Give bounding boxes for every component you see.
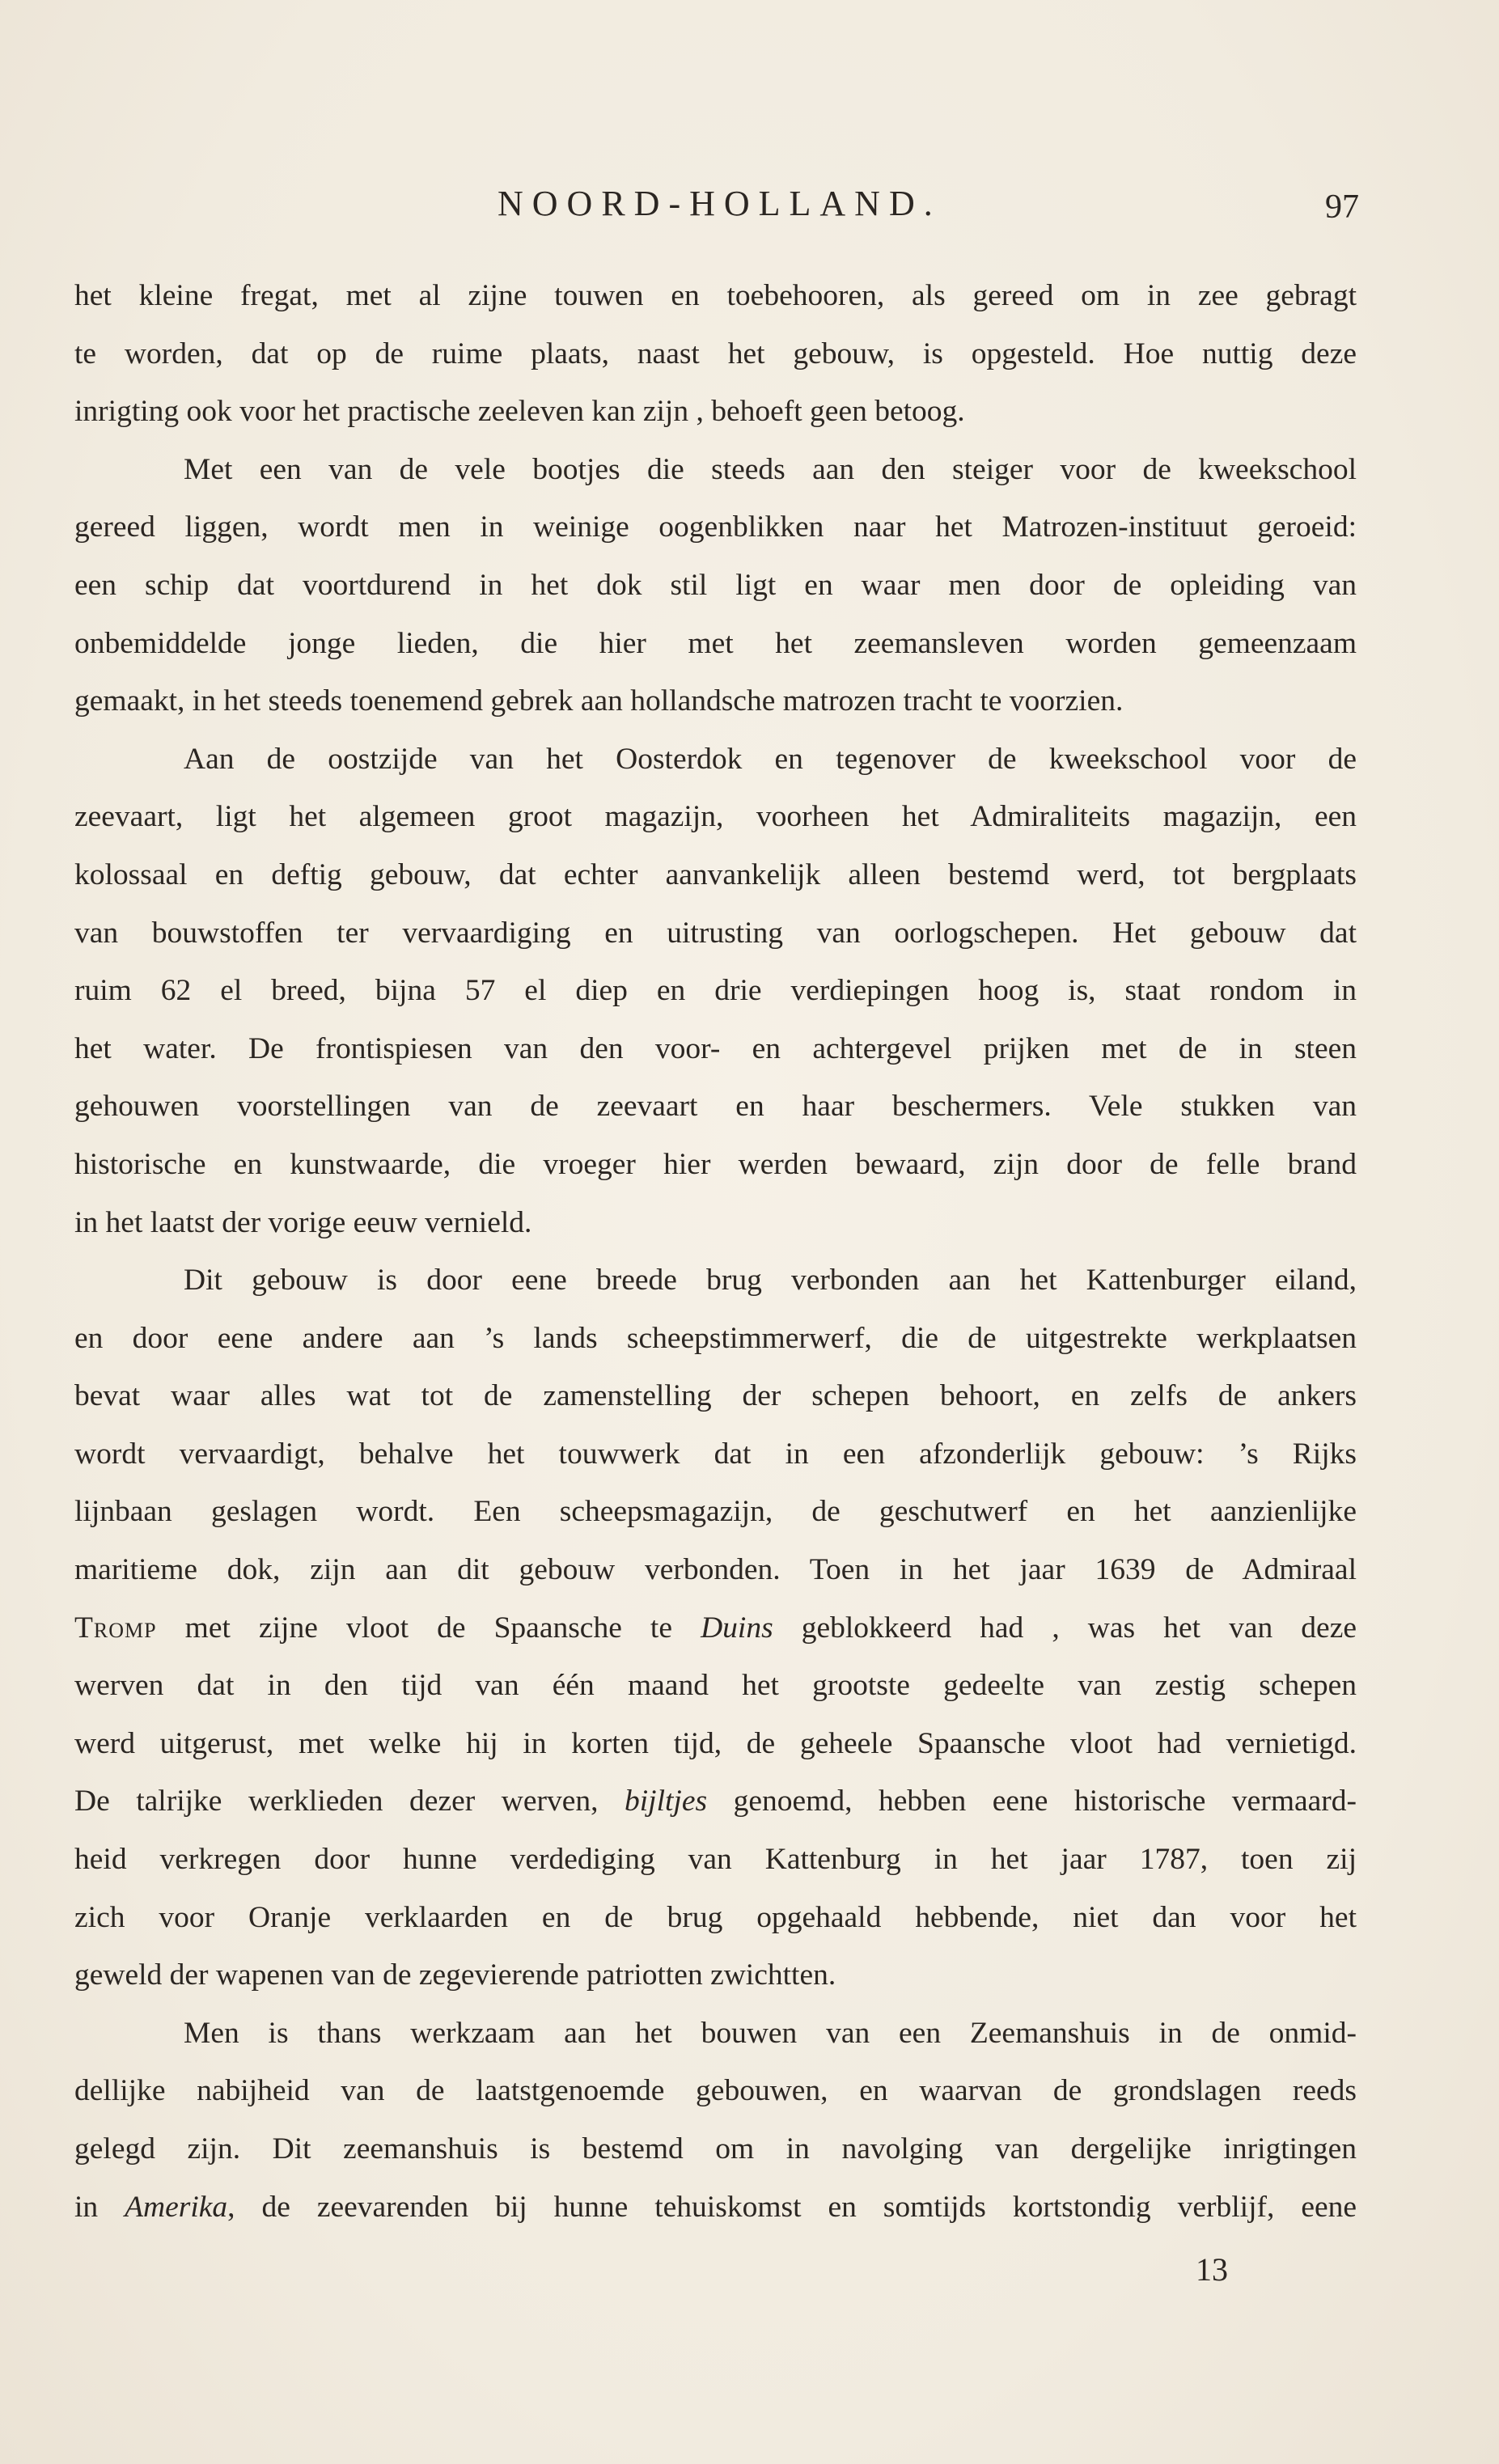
text-line: Dit gebouw is door eene breede brug verbonden aan het Kattenburger eiland, — [184, 1264, 1357, 1298]
name-tromp: Tromp — [74, 1611, 157, 1645]
text-line: het water. De frontispiesen van den voor- en achtergevel prijken met de in steen — [74, 1031, 1357, 1065]
text-line: heid verkregen door hunne verdediging van Kattenburg in het jaar 1787, toen zij — [74, 1843, 1357, 1877]
text-line: zich voor Oranje verklaarden en de brug opgehaald hebbende, niet dan voor het — [74, 1900, 1357, 1934]
text-line: lijnbaan geslagen wordt. Een scheepsmagazijn, de geschutwerf en het aanzienlijke — [74, 1495, 1357, 1529]
text-line: Aan de oostzijde van het Oosterdok en tegenover de kweekschool voor de — [184, 742, 1357, 776]
text-line: Met een van de vele bootjes die steeds aan den steiger voor de kweekschool — [184, 452, 1357, 486]
text-segment: geblokkeerd had , was het van deze — [773, 1611, 1357, 1645]
text-line: historische en kunstwaarde, die vroeger hier werden bewaard, zijn door de felle brand — [74, 1147, 1357, 1181]
text-line — [74, 1772, 1357, 1831]
text-segment: , de zeevarenden bij hunne tehuiskomst en somtijds kortstondig verblijf, eene — [227, 2190, 1357, 2224]
text-line: van bouwstoffen ter vervaardiging en uitrusting van oorlogschepen. Het gebouw dat — [74, 916, 1357, 950]
text-line: wordt vervaardigt, behalve het touwwerk dat in een afzonderlijk gebouw: ’s Rijks — [74, 1437, 1357, 1471]
text-line: kolossaal en deftig gebouw, dat echter aanvankelijk alleen bestemd werd, tot bergplaats — [74, 857, 1357, 891]
text-line — [74, 2178, 1357, 2237]
text-line: gereed liggen, wordt men in weinige oogenblikken naar het Matrozen-instituut geroeid: — [74, 510, 1357, 544]
text-line: in het laatst der vorige eeuw vernield. — [74, 1205, 532, 1239]
text-segment: met zijne vloot de Spaansche te — [156, 1611, 701, 1645]
text-line: en door eene andere aan ’s lands scheepstimmerwerf, die de uitgestrekte werkplaatsen — [74, 1321, 1357, 1355]
text-segment: genoemd, hebben eene historische vermaard- — [707, 1784, 1357, 1818]
text-line: te worden, dat op de ruime plaats, naast het gebouw, is opgesteld. Hoe nuttig deze — [74, 337, 1357, 370]
running-head — [0, 180, 1499, 228]
text-line: maritieme dok, zijn aan dit gebouw verbonden. Toen in het jaar 1639 de Admiraal — [74, 1553, 1357, 1587]
place-duins: Duins — [701, 1611, 773, 1645]
text-line: inrigting ook voor het practische zeeleven kan zijn , behoeft geen betoog. — [74, 395, 965, 429]
text-line: onbemiddelde jonge lieden, die hier met het zeemansleven worden gemeenzaam — [74, 626, 1357, 660]
text-line — [74, 1599, 1357, 1657]
term-bijltjes: bijltjes — [625, 1784, 708, 1818]
text-line: geweld der wapenen van de zegevierende patriotten zwichtten. — [74, 1958, 836, 1992]
text-line: werven dat in den tijd van één maand het grootste gedeelte van zestig schepen — [74, 1669, 1357, 1703]
text-line: het kleine fregat, met al zijne touwen en toebehooren, als gereed om in zee gebragt — [74, 279, 1357, 312]
text-line: gehouwen voorstellingen van de zeevaart en haar beschermers. Vele stukken van — [74, 1090, 1357, 1124]
text-line: Men is thans werkzaam aan het bouwen van een Zeemanshuis in de onmid- — [184, 2016, 1357, 2050]
text-segment: in — [74, 2190, 125, 2224]
text-line: zeevaart, ligt het algemeen groot magazijn, voorheen het Admiraliteits magazijn, een — [74, 800, 1357, 834]
signature-mark: 13 — [1196, 2251, 1228, 2288]
page-number: 97 — [1325, 188, 1359, 226]
text-line: gemaakt, in het steeds toenemend gebrek aan hollandsche matrozen tracht te voorzien. — [74, 684, 1124, 718]
text-line: een schip dat voortdurend in het dok stil ligt en waar men door de opleiding van — [74, 568, 1357, 602]
text-line: ruim 62 el breed, bijna 57 el diep en drie verdiepingen hoog is, staat rondom in — [74, 974, 1357, 1008]
running-title: NOORD-HOLLAND. — [498, 184, 942, 223]
text-line: gelegd zijn. Dit zeemanshuis is bestemd om in navolging van dergelijke inrigtingen — [74, 2132, 1357, 2166]
text-line: bevat waar alles wat tot de zamenstelling der schepen behoort, en zelfs de ankers — [74, 1379, 1357, 1413]
body-text — [74, 267, 1357, 2236]
text-line: dellijke nabijheid van de laatstgenoemde gebouwen, en waarvan de grondslagen reeds — [74, 2074, 1357, 2108]
text-line: werd uitgerust, met welke hij in korten tijd, de geheele Spaansche vloot had vernietigd. — [74, 1726, 1357, 1760]
place-amerika: Amerika — [125, 2190, 228, 2224]
text-segment: De talrijke werklieden dezer werven, — [74, 1784, 625, 1818]
